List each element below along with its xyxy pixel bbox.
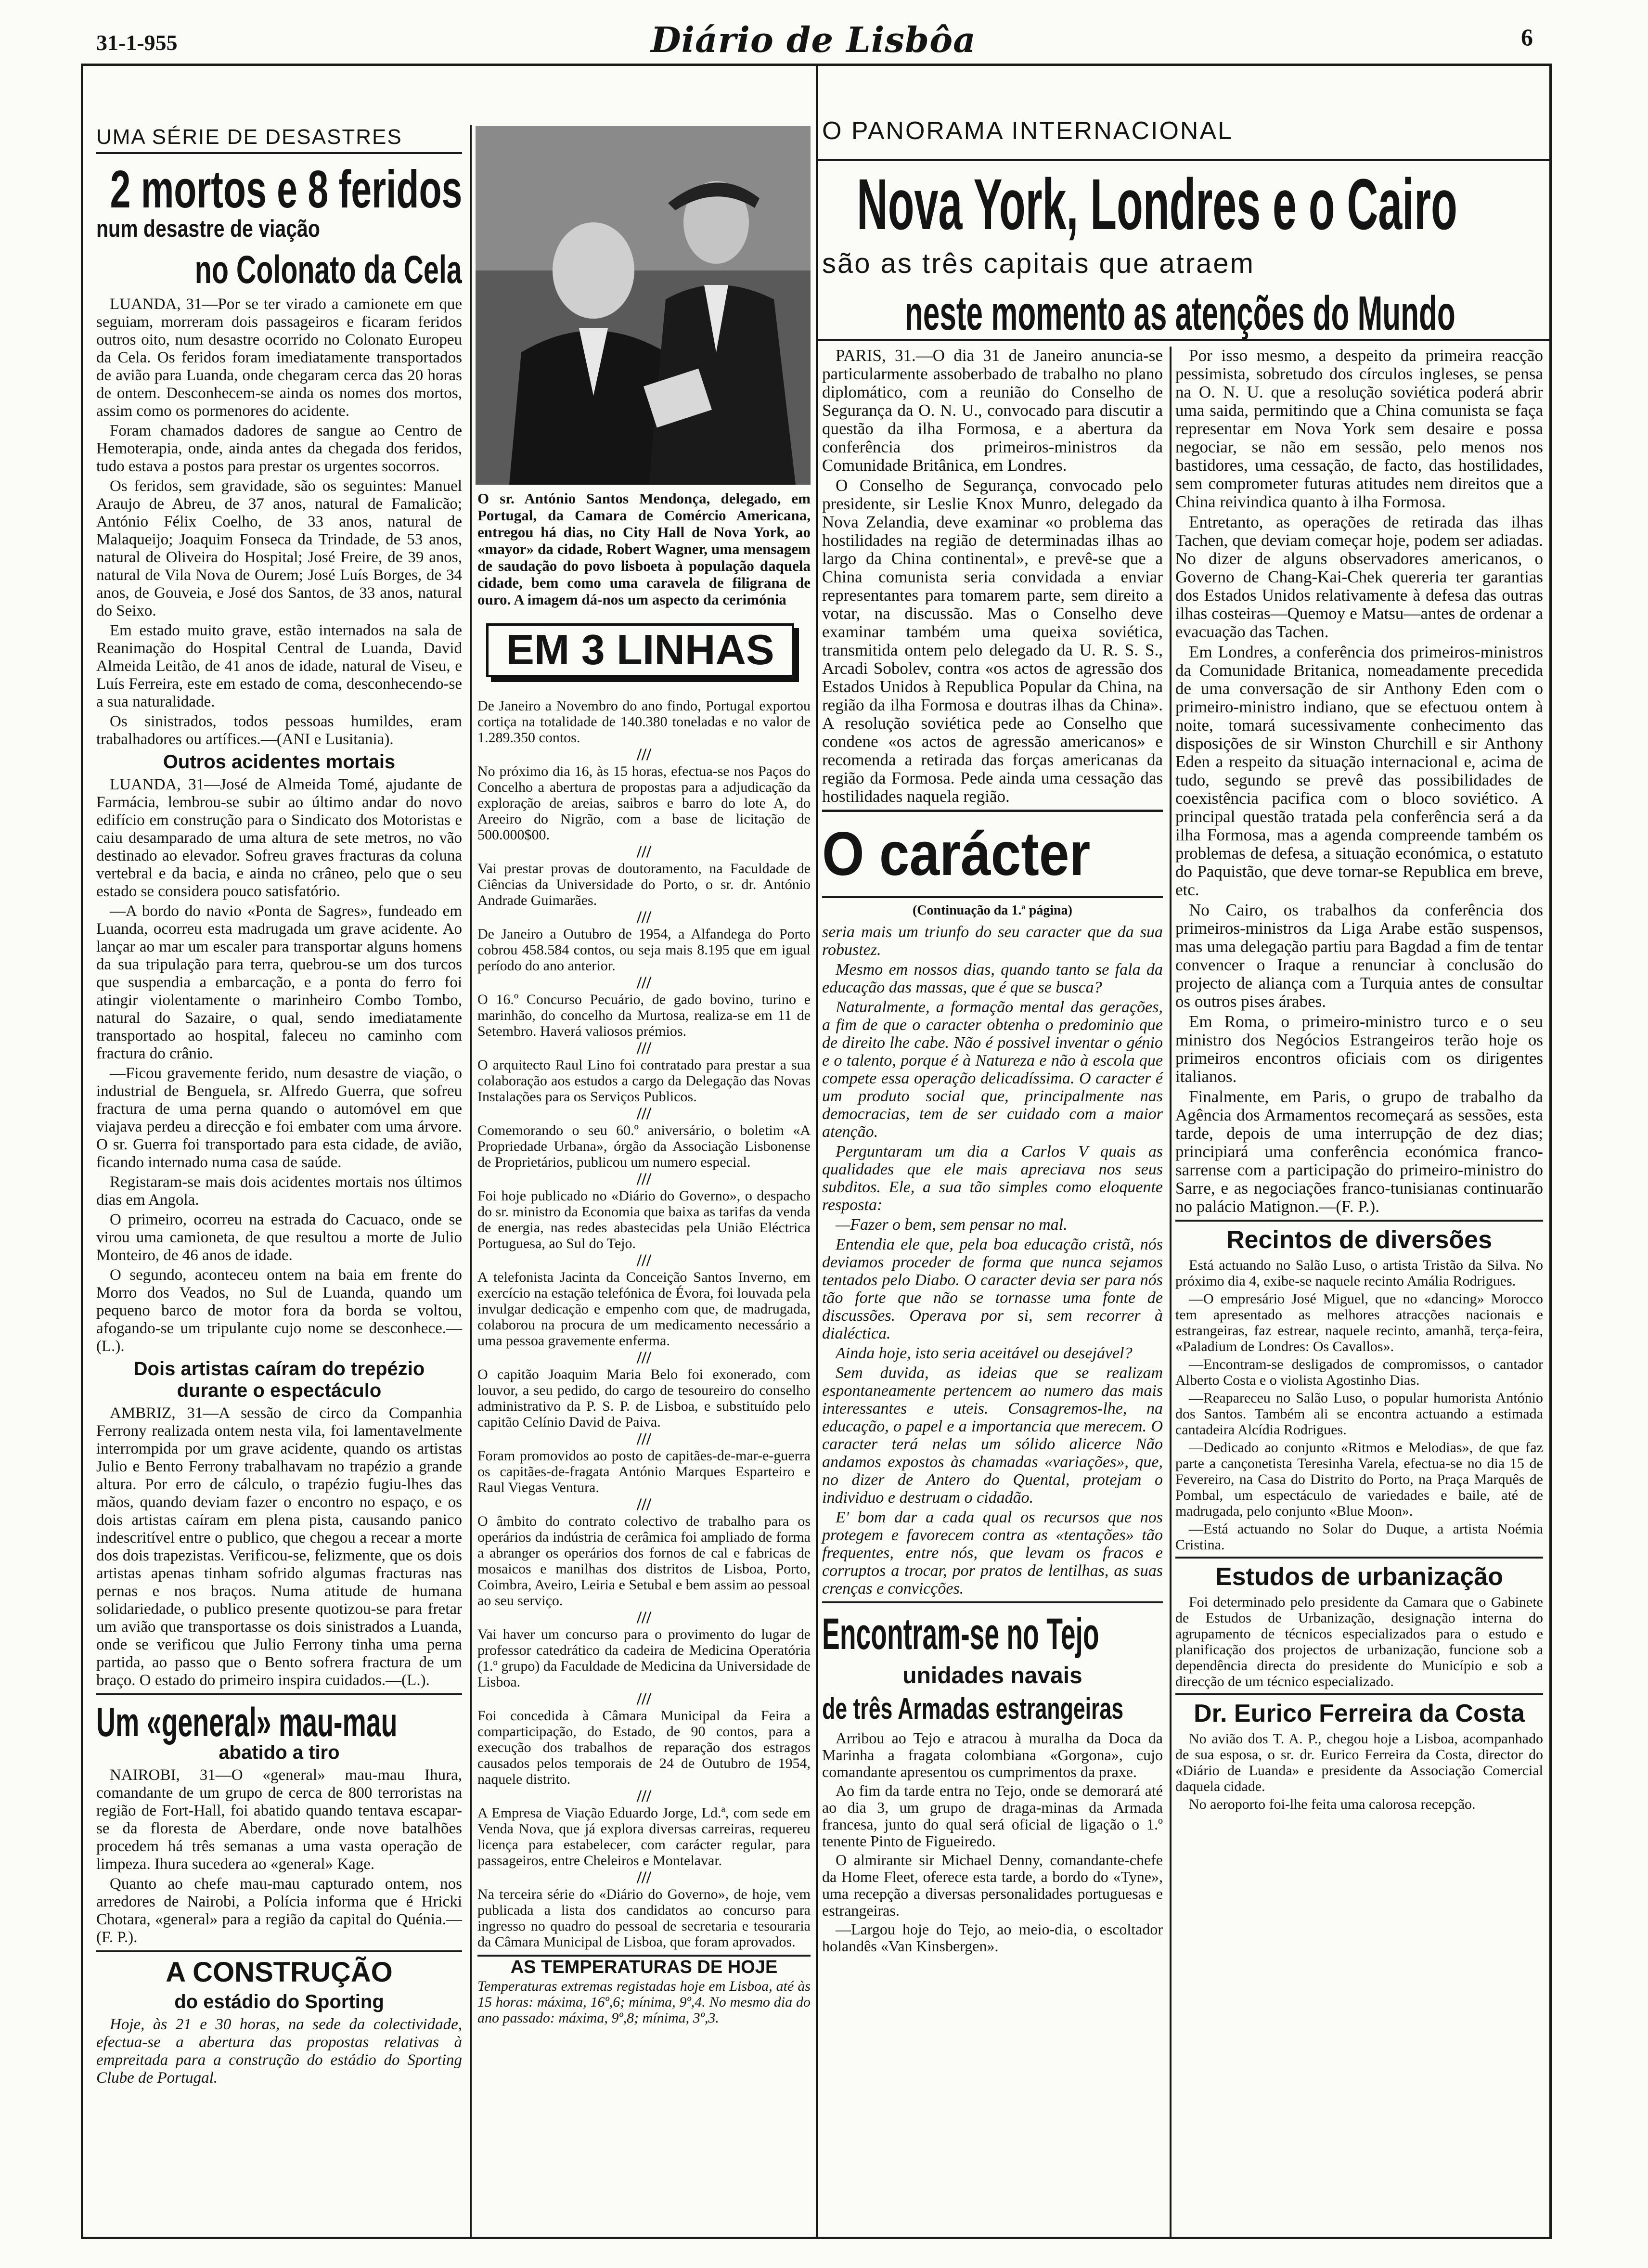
brief-item: Foram promovidos ao posto de capitães-de-mar-e-guerra os capitães-de-fragata António Marques Esparteiro e Raul Viegas Ventura. xyxy=(477,1448,811,1495)
page-number: 6 xyxy=(1521,24,1533,51)
paragraph: Registaram-se mais dois acidentes mortais nos últimos dias em Angola. xyxy=(96,1173,462,1209)
paragraph: —Largou hoje do Tejo, ao meio-dia, o escoltador holandês «Van Kinsbergen». xyxy=(822,1920,1163,1955)
news-photo xyxy=(476,126,811,485)
headline: 2 mortos e 8 feridos xyxy=(110,160,462,219)
section-box xyxy=(486,623,794,677)
brief-item: No próximo dia 16, às 15 horas, efectua-se nos Paços do Concelho a abertura de propostas para a adjudicação da exploração de areias, saibros e barro do lote A, do Areeiro do Nigrão, com a base de licitação de 500.000$00. xyxy=(477,763,811,843)
article-body xyxy=(1175,1731,1543,1812)
brief-item: O arquitecto Raul Lino foi contratado para prestar a sua colaboração aos estudos a cargo da Delegação das Novas Instalações para os Serviços Publicos. xyxy=(477,1057,811,1105)
paragraph: —A bordo do navio «Ponta de Sagres», fundeado em Luanda, ocorreu esta madrugada um grave acidente. Ao lançar ao mar um escaler para transportar alguns homens da sua tripulação para terra, quebrou-se um dos turcos que suspendia a embarcação, e a ponta do ferro foi atingir violentamente o marinheiro Combo Tombo, natural do Sazaire, o qual, sendo imediatamente transportado ao hospital, faleceu no caminho com fractura do crânio. xyxy=(96,902,462,1062)
article-body xyxy=(822,923,1163,1598)
paragraph: Arribou ao Tejo e atracou à muralha da Doca da Marinha a fragata colombiana «Gorgona», cujo comandante apresentou os cumprimentos da praxe. xyxy=(822,1729,1163,1780)
article-subtitle: de três Armadas estrangeiras xyxy=(822,1692,1124,1726)
separator: /// xyxy=(636,1608,651,1627)
paragraph: —O empresário José Miguel, que no «dancing» Morocco tem apresentado as melhores atracções nacionais e estrangeiras, faz estrear, naquele recinto, amanhã, terça-feira, «Paladium de Londres: Os Cavallos». xyxy=(1175,1291,1543,1354)
main-deck: neste momento as atenções do Mundo xyxy=(905,286,1455,340)
article-body xyxy=(822,1730,1163,1955)
brief-item: De Janeiro a Outubro de 1954, a Alfandega do Porto cobrou 458.584 contos, ou seja mais 8.195 que em igual período do ano anterior. xyxy=(477,926,811,974)
paragraph: O almirante sir Michael Denny, comandante-chefe da Home Fleet, oferece esta tarde, a bordo do «Tyne», uma recepção a diversas personalidades portuguesas e estrangeiras. xyxy=(822,1851,1163,1919)
rule xyxy=(96,1693,462,1695)
paragraph: Sem duvida, as ideias que se realizam espontaneamente pertencem ao numero das mais interessantes e uteis. Consagremos-lhe, na educação, o papel e a importancia que merecem. O caracter terá nelas um sólido alicerce Não andamos expostos às chamadas «variações», que, no dizer de Antero do Quental, protejam o individuo e destruam o cidadão. xyxy=(822,1364,1163,1507)
paragraph: O primeiro, ocorreu na estrada do Cacuaco, onde se virou uma camioneta, de que resultou a morte de Julio Monteiro, de 46 anos de idade. xyxy=(96,1211,462,1264)
main-subheadline: são as três capitais que atraem xyxy=(822,248,1255,279)
article-body xyxy=(1175,347,1543,1216)
separator: /// xyxy=(636,1786,651,1805)
paragraph: No avião dos T. A. P., chegou hoje a Lisboa, acompanhado de sua esposa, o sr. dr. Eurico Ferreira da Costa, director do «Diário de Luanda» e presidente da Associação Comercial daquela cidade. xyxy=(1175,1731,1543,1794)
paragraph: Finalmente, em Paris, o grupo de trabalho da Agência dos Armamentos recomeçará as sessões, esta tarde, depois de uma interrupção de dez dias; principiará uma conferência económica franco-sarrense com a participação do primeiro-ministro do Sarre, e as negociações franco-tunisianas continuarão no palácio Matignon.—(F. P.). xyxy=(1175,1087,1543,1216)
paragraph: Foram chamados dadores de sangue ao Centro de Hemoterapia, onde, ainda antes da chegada dos feridos, tudo estava a postos para prestar os urgentes socorros. xyxy=(96,422,462,475)
paragraph: Os sinistrados, todos pessoas humildes, eram trabalhadores ou artífices.—(ANI e Lusitania). xyxy=(96,713,462,748)
separator: /// xyxy=(636,1250,651,1270)
rule xyxy=(818,159,1549,161)
separator: /// xyxy=(636,907,651,927)
separator: /// xyxy=(636,1429,651,1448)
separator: /// xyxy=(636,1868,651,1887)
paragraph: No Cairo, os trabalhos da conferência dos primeiros-ministros da Liga Arabe estão suspensos, mas uma delegação partiu para Bagdad a fim de tentar convencer o Iraque a renunciar à conclusão do projecto de aliança com a Turquia antes de consultar os outros pises árabes. xyxy=(1175,901,1543,1011)
paragraph: —Encontram-se desligados de compromissos, o cantador Alberto Costa e o violista Agostinho Dias. xyxy=(1175,1356,1543,1388)
paragraph: NAIROBI, 31—O «general» mau-mau Ihura, comandante de um grupo de cerca de 800 terroristas na região de Fort-Hall, foi abatido quando tentava escapar-se da floresta de Aberdare, onde nove batalhões procedem há três semanas a uma vasta operação de limpeza. Ihura sucedera ao «general» Kage. xyxy=(96,1766,462,1873)
article-title: O carácter xyxy=(822,820,1091,889)
paragraph: Quanto ao chefe mau-mau capturado ontem, nos arredores de Nairobi, a Polícia informa que é Hricki Chotara, «general» para a região da capital do Quénia.—(F. P.). xyxy=(96,1875,462,1946)
paragraph: —Dedicado ao conjunto «Ritmos e Melodias», de que faz parte a cançonetista Teresinha Varela, efectua-se no dia 15 de Fevereiro, na Casa do Distrito do Porto, na Praça Marquês de Pombal, um espectáculo de variedades e baile, até de madrugada, pelo conjunto «Blue Moon». xyxy=(1175,1440,1543,1519)
paragraph: Por isso mesmo, a despeito da primeira reacção pessimista, sobretudo dos círculos ingleses, se pensa na O. N. U. que a resolução soviética poderá abrir uma saida, permitindo que a China comunista se faça representar em Nova York sem desaire e possa negociar, se não em sessão, pelo menos nos bastidores, uma cessação, de facto, das hostilidades, sem comprometer futuras atitudes nem direitos que a China reivindica quanto à ilha Formosa. xyxy=(1175,346,1543,511)
article-subtitle: do estádio do Sporting xyxy=(174,1991,384,2012)
newspaper-title: Diário de Lisbôa xyxy=(651,19,976,60)
paragraph: Em estado muito grave, estão internados na sala de Reanimação do Hospital Central de Luanda, David Almeida Leitão, de 41 anos de idade, natural de Viseu, e Luís Ferreira, este em estado de coma, desconhecendo-se a sua naturalidade. xyxy=(96,622,462,710)
brief-item: O âmbito do contrato colectivo de trabalho para os operários da indústria de cerâmica foi ampliado de forma a abranger os operários dos fornos de cal e fabricas de mosaicos e manilhas dos distritos de Lisboa, Porto, Coimbra, Aveiro, Leiria e Setubal e bem assim ao pessoal ao seu serviço. xyxy=(477,1513,811,1609)
paragraph: Naturalmente, a formação mental das gerações, a fim de que o caracter obtenha o predominio que de direito lhe cabe. Não é possivel inventar o génio e o talento, porque é à Natureza e não à escola que compete essa operação delicadíssima. O caracter é um produto social que, principalmente nas democracias, tem de ser cuidado com a maior atenção. xyxy=(822,998,1163,1141)
article-title: Encontram-se no Tejo xyxy=(822,1610,1099,1659)
brief-item: A telefonista Jacinta da Conceição Santos Inverno, em exercício na estação telefónica de Évora, foi louvada pela invulgar dedicação e empenho com que, de madrugada, colaborou na procura de um medicamento necessário a uma pessoa gravemente enferma. xyxy=(477,1269,811,1349)
section-kicker: O PANORAMA INTERNACIONAL xyxy=(822,117,1234,145)
brief-item: Na terceira série do «Diário do Governo», de hoje, vem publicada a lista dos candidatos ao concurso para ingresso no quadro do pessoal de secretaria e tesouraria da Câmara Municipal de Lisboa, que foram aprovados. xyxy=(477,1886,811,1950)
article-body xyxy=(1175,1594,1543,1689)
separator: /// xyxy=(636,1495,651,1514)
article-body xyxy=(96,296,462,748)
paragraph: LUANDA, 31—José de Almeida Tomé, ajudante de Farmácia, lembrou-se subir ao último andar do novo edifício em construção para o Sindicato dos Motoristas e caiu desamparado de uma altura de sete metros, no vão destinado ao elevador. Sofreu graves fracturas da coluna vertebral e da bacia, e ainda no crâneo, pelo que o seu estado se considera pouco satisfatório. xyxy=(96,776,462,900)
paragraph: Está actuando no Salão Luso, o artista Tristão da Silva. No próximo dia 4, exibe-se naquele recinto Amália Rodrigues. xyxy=(1175,1257,1543,1289)
paragraph: PARIS, 31.—O dia 31 de Janeiro anuncia-se particularmente assoberbado de trabalho no plano diplomático, com a reunião do Conselho de Segurança da O. N. U., convocado para discutir a questão da ilha Formosa, e a abertura da conferência dos primeiros-ministros da Comunidade Britânica, em Londres. xyxy=(822,346,1163,475)
article-body xyxy=(96,1405,462,1689)
brief-item: O 16.º Concurso Pecuário, de gado bovino, turino e marinhão, do concelho da Murtosa, realiza-se em 11 de Setembro. Haverá valiosos prémios. xyxy=(477,992,811,1039)
separator: /// xyxy=(636,1348,651,1367)
rule xyxy=(1175,1220,1543,1222)
rule xyxy=(1175,1557,1543,1559)
paragraph: LUANDA, 31—Por se ter virado a camionete em que seguiam, morreram dois passageiros e ficaram feridos outros oito, num desastre ocorrido no Colonato Europeu da Cela. Os feridos foram imediatamente transportados de avião para Luanda, onde chegaram cerca das 20 horas de ontem. Desconhecem-se ainda os nomes dos mortos, assim como os pormenores do acidente. xyxy=(96,296,462,420)
paragraph: Perguntaram um dia a Carlos V quais as qualidades que ele mais apreciava nos seus subditos. Ele, a sua tão simples como eloquente resposta: xyxy=(822,1143,1163,1214)
article-body xyxy=(822,347,1163,806)
paragraph: Hoje, às 21 e 30 horas, na sede da colectividade, efectua-se a abertura das propostas relativas à empreitada para a construção do estádio do Sporting Clube de Portugal. xyxy=(96,2016,462,2087)
paragraph: O segundo, aconteceu ontem na baia em frente do Morro dos Veados, no Sul de Luanda, quando um pequeno barco de motor fora da borda se voltou, afogando-se um tripulante cujo nome se desconhece.—(L.). xyxy=(96,1266,462,1355)
paragraph: —Reapareceu no Salão Luso, o popular humorista António dos Santos. Também ali se encontra actuando a estimada cantadeira Alcídia Rodrigues. xyxy=(1175,1390,1543,1438)
article-title: AS TEMPERATURAS DE HOJE xyxy=(510,1957,778,1977)
paragraph: —Ficou gravemente ferido, num desastre de viação, o industrial de Benguela, sr. Alfredo Guerra, que sofreu fractura de uma perna quando o automóvel em que viajava perdeu a direcção e foi embater com uma árvore. O sr. Guerra foi transportado para esta cidade, de avião, ficando internado numa casa de saúde. xyxy=(96,1065,462,1171)
separator: /// xyxy=(636,745,651,764)
photo-caption: O sr. António Santos Mendonça, delegado, em Portugal, da Camara de Comércio Americana, entregou há dias, no City Hall de Nova York, ao «mayor» da cidade, Robert Wagner, uma mensagem de saudação do povo lisboeta à população daquela cidade, bem como uma caravela de filigrana de ouro. A imagem dá-nos um aspecto da cerimónia xyxy=(477,490,811,608)
article-title: Estudos de urbanização xyxy=(1215,1563,1504,1591)
article-body xyxy=(96,1766,462,1946)
article-body xyxy=(1175,1257,1543,1553)
paragraph: Ainda hoje, isto seria aceitável ou desejável? xyxy=(836,1344,1133,1362)
brief-item: Foi concedida à Câmara Municipal da Feira a comparticipação, do Estado, de 90 contos, para a execução dos trabalhos de reparação dos estragos causados pelos temporais de 24 de Outubro de 1954, naquele distrito. xyxy=(477,1708,811,1787)
main-headline: Nova York, Londres e o Cairo xyxy=(857,164,1457,245)
paragraph: E' bom dar a cada qual os recursos que nos protegem e favorecem contra as «tentações» tão frequentes, entre nós, que levam os fracos e corruptos a trocar, por pratos de lentilhas, as suas crenças e convicções. xyxy=(822,1508,1163,1598)
column-center xyxy=(822,347,1163,1957)
column-rule xyxy=(470,125,472,2238)
temperature-text: Temperaturas extremas registadas hoje em Lisboa, até às 15 horas: máxima, 16º,6; mínima, 9º,4. No mesmo dia do ano passado: máxima, 9º,8; mínima, 3º,3. xyxy=(477,1978,811,2026)
article-body xyxy=(96,2016,462,2087)
separator: /// xyxy=(636,1689,651,1708)
column-right xyxy=(1175,347,1543,1814)
page-date: 31-1-955 xyxy=(96,30,178,55)
paragraph: Em Londres, a conferência dos primeiros-ministros da Comunidade Britanica, nomeadamente precedida de uma conversação de sir Anthony Eden com o primeiro-ministro indiano, que se efectuou ontem à noite, tomará sucessivamente conhecimento das disposições de sir Winston Churchill e sir Anthony Eden a respeito da situação internacional e, acima de tudo, segundo se prevê das possibilidades de coexistência pacifica com o bloco soviético. A principal questão tratada pela conferência será a da ilha Formosa, mas a agenda compreende também os problemas de defesa, a situação económica, o estatuto do Paquistão, que deve tornar-se Republica em breve, etc. xyxy=(1175,643,1543,899)
rule xyxy=(477,1955,811,1957)
brief-item: A Empresa de Viação Eduardo Jorge, Ld.ª, com sede em Venda Nova, que já explora diversas carreiras, requereu licença para estabelecer, com carácter regular, para passageiros, entre Cheleiros e Montelavar. xyxy=(477,1805,811,1869)
paragraph: —Fazer o bem, sem pensar no mal. xyxy=(836,1216,1068,1234)
brief-item: Comemorando o seu 60.º aniversário, o boletim «A Propriedade Urbana», órgão da Associação Lisbonense de Proprietários, publicou um numero especial. xyxy=(477,1122,811,1170)
paragraph: Em Roma, o primeiro-ministro turco e o seu ministro dos Negócios Estrangeiros terão hoje os primeiros encontros oficiais com os dirigentes italianos. xyxy=(1175,1012,1543,1086)
article-subtitle: unidades navais xyxy=(902,1663,1082,1688)
paragraph: Os feridos, sem gravidade, são os seguintes: Manuel Araujo de Abreu, de 37 anos, natural de Famalicão; António Félix Coelho, de 33 anos, natural de Malaqueijo; Joaquim Fonseca da Trindade, de 53 anos, natural de Oliveira do Hospital; José Freire, de 39 anos, natural de Vila Nova de Ourem; José Luís Borges, de 34 anos, de Gouveia, e José dos Santos, de 33 anos, natural do Seixo. xyxy=(96,477,462,619)
paragraph: Foi determinado pelo presidente da Camara que o Gabinete de Estudos de Urbanização, designação interna do agrupamento de técnicos especializados para o estudo e planificação dos projectos de urbanização, funcione sob a dependência directa do presidente do Município e sob a direcção de um técnico especializado. xyxy=(1175,1594,1543,1689)
separator: /// xyxy=(636,1038,651,1057)
brief-item: Vai haver um concurso para o provimento do lugar de professor catedrático da cadeira de Medicina Operatória (1.º grupo) da Faculdade de Medicina da Universidade de Lisboa. xyxy=(477,1626,811,1690)
brief-list xyxy=(477,698,811,2026)
paragraph: Ao fim da tarde entra no Tejo, onde se demorará até ao dia 3, um grupo de draga-minas da Armada francesa, junto do qual será oficial de ligação o 1.º tenente Pinto de Figueiredo. xyxy=(822,1782,1163,1850)
subheadline: no Colonato da Cela xyxy=(195,248,462,292)
paragraph: Entendia ele que, pela boa educação cristã, nós deviamos proceder de forma que nunca sejamos tentados pelo Diabo. O caracter devia ser para nós tão forte que não se tornasse uma fonte de discussões. Operava por si, sem recorrer à dialéctica. xyxy=(822,1236,1163,1342)
rule xyxy=(822,1601,1163,1603)
article-body xyxy=(96,776,462,1355)
section-kicker: UMA SÉRIE DE DESASTRES xyxy=(96,125,402,149)
paragraph: seria mais um triunfo do seu caracter que da sua robustez. xyxy=(822,923,1163,959)
article-title: A CONSTRUÇÃO xyxy=(166,1957,393,1988)
paragraph: Mesmo em nossos dias, quando tanto se fala da educação das massas, que é que se busca? xyxy=(822,961,1163,996)
article-title: Dr. Eurico Ferreira da Costa xyxy=(1194,1700,1525,1727)
separator: /// xyxy=(636,1169,651,1188)
section-title: EM 3 LINHAS xyxy=(506,626,774,673)
article-title: Outros acidentes mortais xyxy=(163,751,396,773)
paragraph: —Está actuando no Solar do Duque, a artista Noémia Cristina. xyxy=(1175,1521,1543,1553)
column-rule xyxy=(1170,347,1172,2238)
article-title: Recintos de diversões xyxy=(1226,1226,1492,1254)
paragraph: No aeroporto foi-lhe feita uma calorosa recepção. xyxy=(1189,1796,1476,1812)
photo-image xyxy=(476,126,811,485)
column-rule xyxy=(816,64,818,2239)
rule xyxy=(96,152,462,154)
brief-item: Foi hoje publicado no «Diário do Governo», o despacho do sr. ministro da Economia que baixa as tarifas da venda de energia, nas redes abastecidas pela União Eléctrica Portuguesa, ao Sul do Tejo. xyxy=(477,1188,811,1251)
continuation-note: (Continuação da 1.ª página) xyxy=(912,903,1072,918)
article-title: Dois artistas caíram do trepézio durante o espectáculo xyxy=(133,1358,425,1401)
subheadline: num desastre de viação xyxy=(96,215,320,242)
brief-item: Vai prestar provas de doutoramento, na Faculdade de Ciências da Universidade do Porto, o sr. dr. António Andrade Guimarães. xyxy=(477,861,811,908)
paragraph: Entretanto, as operações de retirada das ilhas Tachen, que deviam começar hoje, podem ser adiadas. No dizer de alguns observadores americanos, o Governo de Chang-Kai-Chek quereria ter garantias dos Estados Unidos relativamente à defesa das outras ilhas costeiras—Quemoy e Matsu—antes de ordenar a evacuação das Tachen. xyxy=(1175,513,1543,641)
paragraph: AMBRIZ, 31—A sessão de circo da Companhia Ferrony realizada ontem nesta vila, foi lamentavelmente interrompida por um grave acidente, quando os artistas Julio e Bento Ferrony trabalhavam no trapézio a grande altura. Por erro de cálculo, o trapézio fugiu-lhes das mãos, quando deviam fazer o encontro no espaço, e os dois artistas caíram em plena pista, causando panico indescritível entre o publico, que chegou a recear a morte dos dois trapezistas. Verificou-se, felizmente, que os dois artistas apenas tinham sofrido algumas fracturas nas pernas e nos braços. Numa atitude de humana solidariedade, o publico presente quotizou-se para fretar um avião que transportasse os dois sinistrados a Luanda, onde se verificou que Julio Ferrony tinha uma perna partida, ao passo que o Bento sofrera fractura de um braço. O estado do primeiro inspira cuidados.—(L.). xyxy=(96,1405,462,1689)
rule xyxy=(822,810,1163,812)
paragraph: O Conselho de Segurança, convocado pelo presidente, sir Leslie Knox Munro, delegado da Nova Zelandia, deve examinar «o problema das hostilidades na região de determinadas ilhas ao largo da China continental», e prevê-se que a China comunista seria convidada a enviar representantes para tomarem parte, sem direito a votar, na discussão. Mas o Conselho deve examinar também uma queixa soviética, transmitida ontem pelo delegado da U. R. S. S., Arcadi Sobolev, contra «os actos de agressão dos Estados Unidos à Republica Popular da China, na região da ilha Formosa e doutras ilhas da China». A resolução soviética pede ao Conselho que condene «os actos de agressão americanos» e recomenda a retirada das forças americanas da região da Formosa. Pede ainda uma cessação das hostilidades naquela região. xyxy=(822,476,1163,806)
column-left xyxy=(96,125,462,2089)
separator: /// xyxy=(636,842,651,861)
separator: /// xyxy=(636,1104,651,1123)
rule xyxy=(96,1950,462,1952)
article-subtitle: abatido a tiro xyxy=(219,1742,340,1763)
rule xyxy=(1175,1693,1543,1695)
brief-item: De Janeiro a Novembro do ano findo, Portugal exportou cortiça na totalidade de 140.380 toneladas e no valor de 1.289.350 contos. xyxy=(477,698,811,746)
article-title: Um «general» mau-mau xyxy=(96,1700,398,1745)
rule xyxy=(822,896,1163,898)
separator: /// xyxy=(636,973,651,992)
brief-item: O capitão Joaquim Maria Belo foi exonerado, com louvor, a seu pedido, do cargo de tesoureiro do conselho administrativo da P. S. P. de Lisboa, e substituído pelo capitão Celínio David de Paiva. xyxy=(477,1366,811,1430)
